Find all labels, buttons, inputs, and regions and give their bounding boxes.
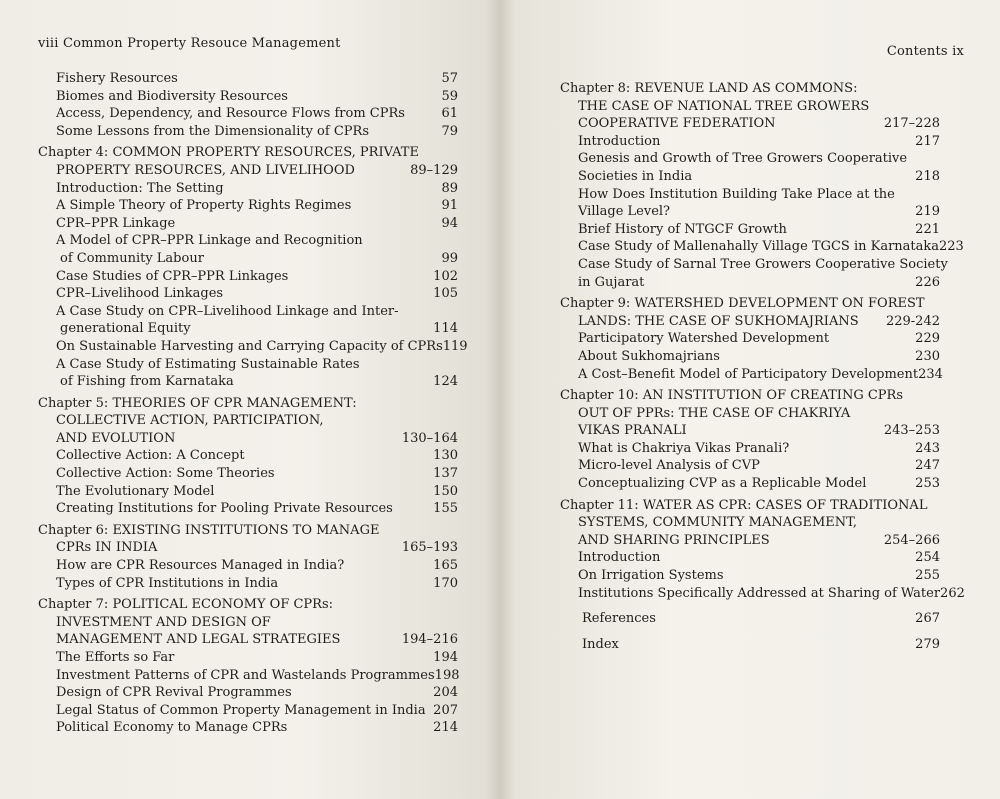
toc-entry-title: The Efforts so Far	[56, 650, 175, 665]
toc-entry	[0, 500, 480, 518]
toc-page-number: 94	[441, 215, 458, 231]
toc-entry-title: A Case Study on CPR–Livelihood Linkage and Inter-	[56, 303, 399, 319]
toc-entry	[500, 150, 980, 168]
toc-entry-title: On Sustainable Harvesting and Carrying Capacity of CPRs	[56, 338, 443, 354]
toc-entry-title: COOPERATIVE FEDERATION	[578, 116, 776, 132]
toc-entry-title: Micro-level Analysis of CVP	[578, 458, 760, 474]
toc-page-number: 79	[441, 123, 458, 139]
toc-page-number: 59	[441, 88, 458, 104]
toc-page-number: 223	[939, 239, 964, 255]
toc-page-number: 165	[433, 558, 458, 574]
toc-entry	[0, 465, 480, 483]
toc-entry-title: Types of CPR Institutions in India	[56, 575, 279, 591]
toc-page-number: 243–253	[883, 423, 940, 439]
toc-entry	[500, 475, 980, 493]
toc-entry	[500, 585, 980, 603]
toc-page-number: 218	[915, 168, 940, 184]
toc-chapter-entry	[0, 539, 480, 557]
toc-entry	[0, 268, 480, 286]
toc-page-number: 230	[915, 348, 940, 364]
right-page	[500, 0, 1000, 799]
toc-entry	[0, 684, 480, 702]
toc-entry-title: Some Lessons from the Dimensionality of CPRs	[56, 123, 369, 139]
toc-entry	[0, 338, 480, 356]
toc-entry	[0, 215, 480, 233]
toc-page-number: 194	[433, 650, 458, 665]
toc-entry	[500, 203, 980, 221]
toc-entry	[500, 457, 980, 475]
toc-entry-title: Political Economy to Manage CPRs	[56, 720, 288, 736]
toc-entry	[500, 186, 980, 204]
toc-entry	[0, 285, 480, 303]
toc-chapter-entry	[500, 514, 980, 532]
toc-entry	[0, 70, 480, 88]
toc-entry-title: Case Study of Sarnal Tree Growers Cooperative Society	[578, 256, 948, 272]
toc-page-number: 267	[915, 611, 940, 627]
toc-page-number: 262	[940, 585, 965, 601]
toc-entry-title: Creating Institutions for Pooling Private Resources	[56, 501, 393, 517]
toc-entry-title: generational Equity	[60, 321, 191, 337]
toc-page-number: 119	[442, 338, 468, 354]
toc-entry-title: in Gujarat	[578, 274, 645, 290]
toc-chapter-entry	[500, 115, 980, 133]
toc-entry-title: Societies in India	[578, 168, 693, 184]
toc-chapter-entry	[500, 98, 980, 116]
running-header-left: viii Common Property Resouce Management	[38, 36, 341, 51]
toc-page-number: 89–129	[410, 162, 458, 178]
toc-entry-title: A Model of CPR–PPR Linkage and Recognition	[56, 233, 363, 249]
toc-entry-title: Introduction	[578, 550, 661, 566]
toc-chapter-entry	[0, 162, 480, 180]
toc-chapter-entry	[0, 596, 480, 614]
toc-entry-title: How Does Institution Building Take Place at the	[578, 186, 895, 202]
toc-entry	[500, 133, 980, 151]
toc-entry-title: Design of CPR Revival Programmes	[56, 685, 292, 701]
toc-entry-title: VIKAS PRANALI	[578, 423, 687, 439]
toc-entry	[0, 483, 480, 501]
toc-entry-title: CPR–PPR Linkage	[56, 215, 176, 231]
toc-entry	[0, 232, 480, 250]
toc-page-number: 243	[915, 440, 940, 456]
toc-entry	[0, 180, 480, 198]
toc-entry	[0, 250, 480, 268]
toc-entry	[500, 238, 980, 256]
toc-entry-title: Introduction	[578, 133, 661, 149]
toc-entry-title: Case Studies of CPR–PPR Linkages	[56, 268, 289, 284]
toc-page-number: 279	[915, 636, 940, 652]
toc-entry	[0, 88, 480, 106]
toc-entry	[0, 303, 480, 321]
toc-page-number: 254–266	[883, 532, 940, 548]
toc-chapter-entry	[500, 313, 980, 331]
toc-page-number: 234	[918, 366, 943, 382]
toc-entry	[0, 719, 480, 737]
toc-page-number: 124	[433, 374, 458, 390]
toc-entry	[500, 330, 980, 348]
toc-entry	[0, 123, 480, 141]
toc-entry-title: Village Level?	[578, 204, 671, 220]
toc-chapter-entry	[0, 144, 480, 162]
toc-chapter-entry	[0, 631, 480, 649]
toc-entry	[500, 440, 980, 458]
toc-entry	[500, 636, 980, 654]
toc-entry-title: OUT OF PPRs: THE CASE OF CHAKRIYA	[578, 405, 851, 421]
toc-page-number: 226	[915, 274, 940, 290]
toc-list-left	[0, 70, 480, 737]
toc-entry	[0, 575, 480, 593]
toc-page-number: 89	[441, 180, 458, 196]
toc-page-number: 217	[915, 133, 940, 149]
toc-entry-title: COLLECTIVE ACTION, PARTICIPATION,	[56, 413, 324, 429]
toc-entry-title: Biomes and Biodiversity Resources	[56, 88, 288, 104]
toc-page-number: 170	[433, 575, 458, 591]
toc-entry	[500, 348, 980, 366]
toc-entry-title: AND EVOLUTION	[56, 430, 176, 446]
toc-entry-title: AND SHARING PRINCIPLES	[578, 532, 770, 548]
toc-page-number: 254	[915, 550, 940, 566]
toc-entry-title: Access, Dependency, and Resource Flows from CPRs	[56, 106, 405, 122]
toc-chapter-entry	[500, 497, 980, 515]
toc-entry	[500, 567, 980, 585]
toc-page-number: 229-242	[885, 313, 940, 329]
toc-entry-title: Index	[582, 636, 619, 652]
toc-entry-title: of Fishing from Karnataka	[60, 374, 234, 390]
toc-entry	[500, 221, 980, 239]
toc-page-number: 207	[433, 702, 458, 718]
toc-list-right	[500, 76, 980, 653]
toc-page-number: 165–193	[401, 540, 458, 556]
toc-entry-title: CPRs IN INDIA	[56, 540, 158, 556]
toc-entry-title: SYSTEMS, COMMUNITY MANAGEMENT,	[578, 515, 858, 531]
toc-entry	[500, 549, 980, 567]
toc-entry-title: Chapter 10: AN INSTITUTION OF CREATING CPRs	[560, 388, 903, 404]
toc-entry	[0, 649, 480, 667]
toc-chapter-entry	[0, 395, 480, 413]
toc-entry	[500, 610, 980, 628]
toc-entry-title: References	[582, 611, 656, 627]
toc-page-number: 255	[915, 568, 940, 584]
toc-entry-title: THE CASE OF NATIONAL TREE GROWERS	[578, 98, 870, 114]
toc-entry	[0, 447, 480, 465]
toc-entry-title: A Case Study of Estimating Sustainable Rates	[56, 356, 360, 372]
toc-entry-title: CPR–Livelihood Linkages	[56, 286, 224, 302]
toc-chapter-entry	[0, 614, 480, 632]
toc-entry	[0, 197, 480, 215]
toc-entry-title: Fishery Resources	[56, 71, 178, 86]
toc-page-number: 219	[915, 204, 940, 220]
toc-entry-title: A Simple Theory of Property Rights Regimes	[56, 198, 352, 214]
toc-entry-title: Brief History of NTGCF Growth	[578, 221, 787, 237]
toc-entry-title: Collective Action: A Concept	[56, 448, 245, 464]
toc-page-number: 137	[433, 466, 458, 482]
toc-page-number: 102	[433, 268, 458, 284]
toc-page-number: 198	[434, 667, 460, 683]
toc-chapter-entry	[500, 532, 980, 550]
toc-page-number: 105	[433, 286, 458, 302]
toc-page-number: 130	[433, 448, 458, 464]
toc-entry-title: A Cost–Benefit Model of Participatory Development	[578, 366, 919, 382]
toc-entry-title: Introduction: The Setting	[56, 180, 224, 196]
toc-entry-title: The Evolutionary Model	[56, 483, 215, 499]
toc-entry-title: Chapter 11: WATER AS CPR: CASES OF TRADITIONAL	[560, 497, 928, 513]
toc-page-number: 150	[433, 483, 458, 499]
toc-chapter-entry	[0, 412, 480, 430]
toc-entry-title: Chapter 7: POLITICAL ECONOMY OF CPRs:	[38, 597, 334, 613]
toc-entry-title: LANDS: THE CASE OF SUKHOMAJRIANS	[578, 313, 859, 329]
toc-page-number: 253	[915, 476, 940, 492]
toc-page-number: 114	[433, 321, 458, 337]
toc-page-number: 204	[433, 685, 458, 701]
toc-chapter-entry	[0, 522, 480, 540]
toc-entry-title: Institutions Specifically Addressed at Sharing of Water	[578, 585, 941, 601]
toc-entry-title: of Community Labour	[60, 250, 204, 266]
toc-entry-title: Chapter 9: WATERSHED DEVELOPMENT ON FOREST	[560, 296, 925, 312]
toc-chapter-entry	[500, 422, 980, 440]
toc-entry	[500, 366, 980, 384]
toc-page-number: 247	[915, 458, 940, 474]
toc-chapter-entry	[500, 80, 980, 98]
toc-page-number: 57	[441, 71, 458, 86]
toc-chapter-entry	[500, 405, 980, 423]
toc-entry-title: Genesis and Growth of Tree Growers Cooperative	[578, 151, 908, 167]
toc-entry-title: Chapter 5: THEORIES OF CPR MANAGEMENT:	[38, 395, 357, 411]
toc-entry	[0, 557, 480, 575]
toc-entry	[0, 356, 480, 374]
toc-page-number: 91	[441, 198, 458, 214]
toc-page-number: 217–228	[883, 116, 940, 132]
toc-chapter-entry	[500, 387, 980, 405]
toc-page-number: 61	[441, 106, 458, 122]
toc-entry-title: Conceptualizing CVP as a Replicable Model	[578, 476, 867, 492]
toc-entry-title: PROPERTY RESOURCES, AND LIVELIHOOD	[56, 162, 355, 178]
toc-chapter-entry	[0, 430, 480, 448]
toc-entry	[0, 320, 480, 338]
toc-entry	[500, 168, 980, 186]
toc-entry-title: Investment Patterns of CPR and Wastelands Programmes	[56, 667, 435, 683]
running-header-right: Contents ix	[886, 44, 964, 59]
toc-entry-title: What is Chakriya Vikas Pranali?	[578, 440, 790, 456]
toc-entry	[0, 105, 480, 123]
toc-page-number: 130–164	[401, 430, 458, 446]
toc-entry-title: Chapter 4: COMMON PROPERTY RESOURCES, PRIVATE	[38, 145, 419, 161]
toc-page-number: 155	[433, 501, 458, 517]
toc-entry-title: Collective Action: Some Theories	[56, 466, 275, 482]
toc-entry-title: About Sukhomajrians	[578, 348, 720, 364]
toc-entry-title: MANAGEMENT AND LEGAL STRATEGIES	[56, 632, 341, 648]
toc-entry-title: Chapter 6: EXISTING INSTITUTIONS TO MANAGE	[38, 522, 380, 538]
toc-entry-title: Participatory Watershed Development	[578, 331, 830, 347]
toc-entry	[0, 667, 480, 685]
toc-entry-title: Legal Status of Common Property Management in India	[56, 702, 426, 718]
toc-entry-title: Case Study of Mallenahally Village TGCS in Karnataka	[578, 239, 940, 255]
toc-entry-title: On Irrigation Systems	[578, 568, 724, 584]
toc-page-number: 221	[915, 221, 940, 237]
toc-entry-title: How are CPR Resources Managed in India?	[56, 558, 345, 574]
toc-entry	[500, 256, 980, 274]
toc-entry-title: INVESTMENT AND DESIGN OF	[56, 614, 271, 630]
toc-page-number: 194–216	[401, 632, 458, 648]
toc-page-number: 99	[441, 250, 458, 266]
toc-page-number: 229	[915, 331, 940, 347]
toc-entry	[0, 702, 480, 720]
toc-entry	[500, 274, 980, 292]
toc-chapter-entry	[500, 295, 980, 313]
toc-entry	[0, 373, 480, 391]
toc-page-number: 214	[433, 720, 458, 736]
toc-entry-title: Chapter 8: REVENUE LAND AS COMMONS:	[560, 81, 858, 96]
